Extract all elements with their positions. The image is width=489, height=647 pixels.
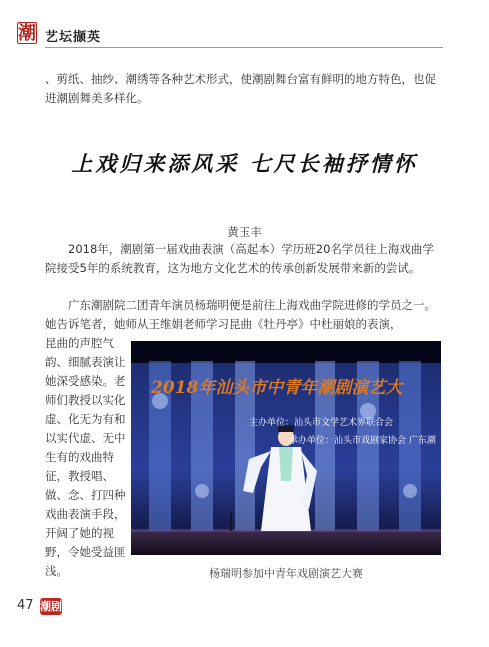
organizer-line-2: 承办单位：汕头市戏剧家协会 广东潮 (289, 436, 436, 446)
article-author: 黄玉丰 (227, 225, 262, 239)
header-divider (45, 47, 443, 48)
page-number: 47 (17, 598, 34, 613)
banner-title: 2018年汕头市中青年潮剧演艺大 (151, 378, 403, 398)
article-title: 上戏归来添风采 七尺长袖抒情怀 (71, 151, 418, 176)
intro-paragraph: 、剪纸、抽纱、潮绣等各种艺术形式，使潮剧舞台富有鲜明的地方特色，也促进潮剧舞美多样化。 (45, 72, 436, 105)
article-paragraph-2: 广东潮剧院二团青年演员杨瑞明便是前往上海戏曲学院进修的学员之一。她告诉笔者，她师从王维娟老师学习昆曲《牡丹亭》中杜丽娘的表演， (45, 298, 436, 331)
photo-caption: 杨瑞明参加中青年戏剧演艺大赛 (209, 567, 363, 580)
stage-photo (131, 341, 441, 555)
footer-logo: 潮剧 (40, 600, 62, 613)
article-wrap-text: 昆曲的声腔气韵、细腻表演让她深受感染。老师们教授以实化虚、化无为有和以实代虚、无中生有的戏曲特征，教授唱、做、念、打四种戏曲表演手段，开阔了她的视野，令她受益匪浅。 (45, 336, 126, 578)
article-paragraph-1: 2018年，潮剧第一届戏曲表演（高起本）学历班20名学员往上海戏曲学院接受5年的系统教育，这为地方文化艺术的传承创新发展带来新的尝试。 (45, 242, 434, 275)
section-title: 艺坛撷英 (45, 30, 102, 45)
header-logo: 潮 (18, 23, 36, 44)
organizer-line-1: 主办单位：汕头市文学艺术界联合会 (249, 418, 394, 428)
